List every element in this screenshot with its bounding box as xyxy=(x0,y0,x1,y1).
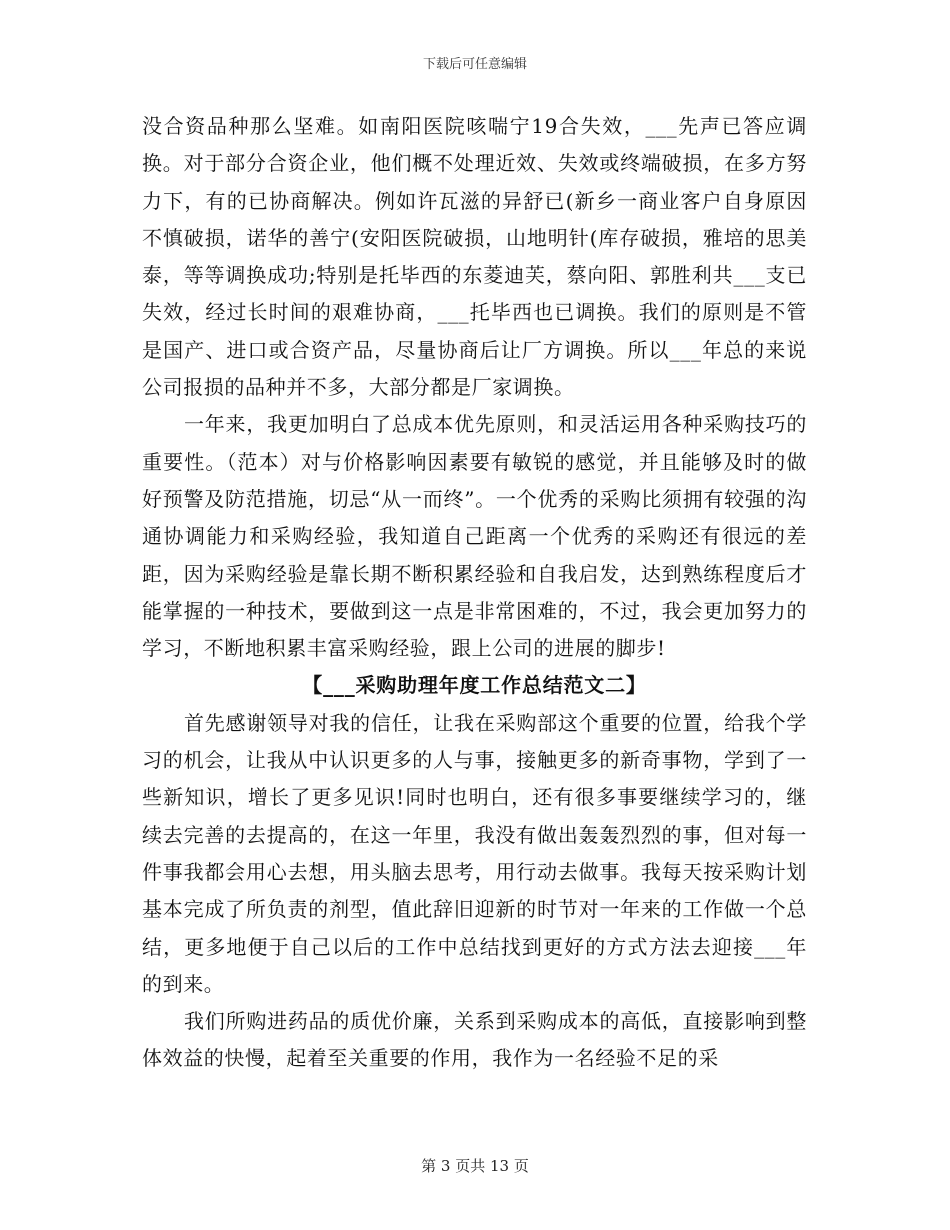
paragraph-continuation: 没合资品种那么坚难。如南阳医院咳喘宁19合失效，___先声已答应调换。对于部分合资企业，他们概不处理近效、失效或终端破损，在多方努力下，有的已协商解决。例如许瓦滋的异舒已(新乡一商业客户自身原因不慎破损，诺华的善宁(安阳医院破损，山地明针(库存破损，雅培的思美泰，等等调换成功;特别是托毕西的东菱迪芙，蔡向阳、郭胜利共___支已失效，经过长时间的艰难协商，___托毕西也已调换。我们的原则是不管是国产、进口或合资产品，尽量协商后让厂方调换。所以___年总的来说公司报损的品种并不多，大部分都是厂家调换。 xyxy=(142,114,807,400)
document-body xyxy=(142,108,807,1078)
paragraph-intro: 首先感谢领导对我的信任，让我在采购部这个重要的位置，给我个学习的机会，让我从中认识更多的人与事，接触更多的新奇事物，学到了一些新知识，增长了更多见识!同时也明白，还有很多事要继续学习的，继续去完善的去提高的，在这一年里，我没有做出轰轰烈烈的事，但对每一件事我都会用心去想，用头脑去思考，用行动去做事。我每天按采购计划基本完成了所负责的剂型，值此辞旧迎新的时节对一年来的工作做一个总结，更多地便于自己以后的工作中总结找到更好的方式方法去迎接___年的到来。 xyxy=(142,710,807,996)
header-note: 下载后可任意编辑 xyxy=(422,57,527,72)
page-footer: 第 3 页共 13 页 xyxy=(421,1157,529,1175)
section-title: 【___采购助理年度工作总结范文二】 xyxy=(302,673,647,698)
paragraph-procurement: 我们所购进药品的质优价廉，关系到采购成本的高低，直接影响到整体效益的快慢，起着至关重要的作用，我作为一名经验不足的采 xyxy=(142,1009,807,1071)
paragraph-reflection: 一年来，我更加明白了总成本优先原则，和灵活运用各种采购技巧的重要性。（范本）对与价格影响因素要有敏锐的感觉，并且能够及时的做好预警及防范措施，切忌“从一而终”。一个优秀的采购比须拥有较强的沟通协调能力和采购经验，我知道自己距离一个优秀的采购还有很远的差距，因为采购经验是靠长期不断积累经验和自我启发，达到熟练程度后才能掌握的一种技术，要做到这一点是非常困难的，不过，我会更加努力的学习，不断地积累丰富采购经验，跟上公司的进展的脚步! xyxy=(142,412,807,661)
